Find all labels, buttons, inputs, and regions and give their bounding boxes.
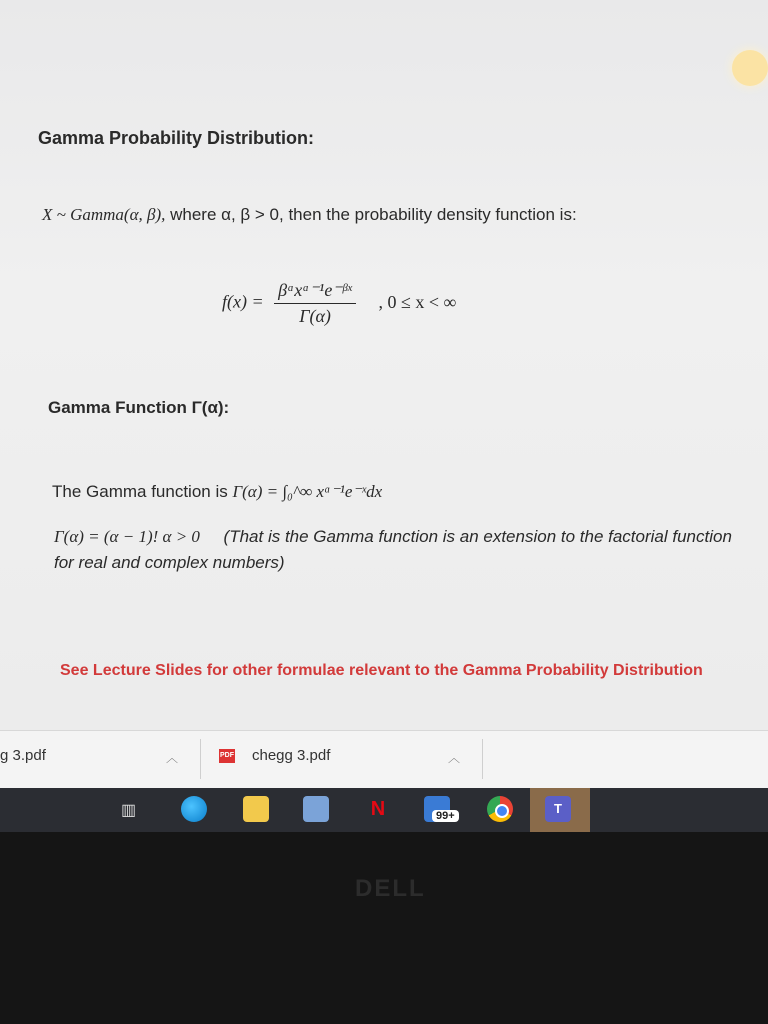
pdf-formula (222, 280, 456, 327)
divider (482, 739, 483, 779)
file-explorer-icon[interactable] (243, 796, 269, 822)
divider (200, 739, 201, 779)
chevron-up-icon[interactable]: ︿ (166, 751, 179, 765)
gamma-definition (52, 482, 382, 502)
download-item-1[interactable]: g 3.pdf (0, 747, 46, 764)
intro-text: where α, β > 0, then the probability density function is: (165, 205, 577, 224)
download-item-2[interactable]: chegg 3.pdf (252, 747, 331, 764)
page-title: Gamma Probability Distribution: (38, 128, 315, 148)
mail-badge: 99+ (432, 810, 459, 822)
monitor-bezel (0, 832, 768, 1024)
pdf-lhs: f(x) = (222, 291, 264, 312)
gamma-def-text: The Gamma function is (52, 482, 233, 501)
chrome-icon-center (495, 804, 509, 818)
intro-math: X ~ Gamma(α, β), (42, 205, 166, 224)
pdf-file-icon: PDF (219, 749, 235, 763)
pdf-domain: , 0 ≤ x < ∞ (378, 291, 457, 312)
chevron-up-icon[interactable]: ︿ (448, 751, 461, 765)
pdf-denominator: Γ(α) (299, 306, 331, 326)
teams-icon[interactable]: T (545, 796, 571, 822)
dell-logo: DELL (355, 875, 426, 902)
store-icon[interactable] (303, 796, 329, 822)
gamma-def-math: Γ(α) = ∫₀^∞ xᵅ⁻¹e⁻ˣdx (232, 482, 383, 501)
factorial-math: Γ(α) = (α − 1)! α > 0 (54, 527, 200, 546)
task-view-icon[interactable]: ▥ (121, 802, 137, 819)
netflix-icon[interactable]: N (370, 798, 386, 820)
glare-spot (732, 50, 768, 86)
pdf-fraction (274, 280, 356, 327)
edge-icon[interactable] (181, 796, 207, 822)
gamma-section-title: Gamma Function Γ(α): (48, 398, 230, 417)
see-lecture-note: See Lecture Slides for other formulae relevant to the Gamma Probability Distribution (60, 662, 703, 679)
intro-line (42, 205, 577, 225)
factorial-note: (That is the Gamma function is an extension to the factorial function for real and complex numbers) (54, 527, 732, 572)
taskbar (0, 788, 768, 832)
download-bar (0, 730, 768, 789)
pdf-numerator: βᵅxᵅ⁻¹e⁻ᵝˣ (274, 280, 356, 304)
factorial-paragraph (54, 524, 734, 576)
